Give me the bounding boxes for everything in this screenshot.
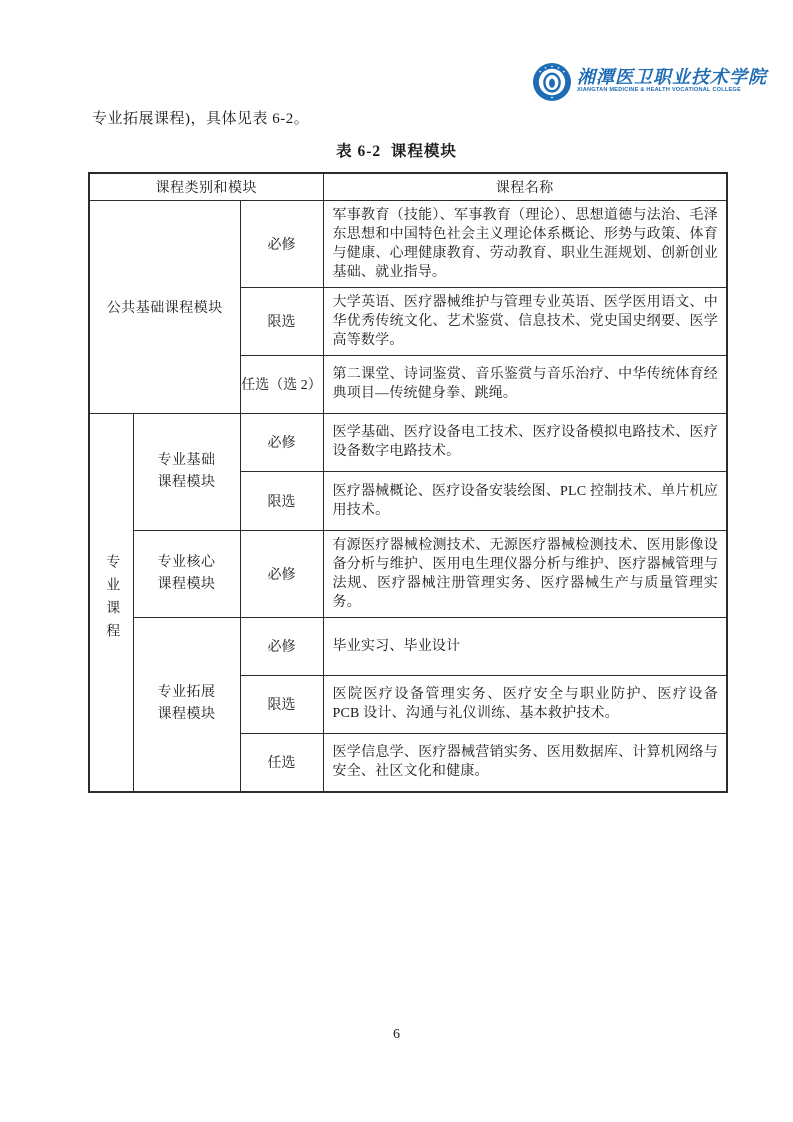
course-list: 毕业实习、毕业设计 bbox=[323, 617, 727, 675]
table-header-row bbox=[89, 173, 727, 200]
table-row bbox=[89, 413, 727, 471]
course-list: 医学信息学、医疗器械营销实务、医用数据库、计算机网络与安全、社区文化和健康。 bbox=[323, 733, 727, 792]
course-list: 医院医疗设备管理实务、医疗安全与职业防护、医疗设备 PCB 设计、沟通与礼仪训练、基本救护技术。 bbox=[323, 675, 727, 733]
course-module-table bbox=[88, 172, 728, 793]
course-type: 必修 bbox=[240, 617, 323, 675]
course-type: 必修 bbox=[240, 413, 323, 471]
college-logo-text bbox=[577, 67, 793, 98]
course-list: 有源医疗器械检测技术、无源医疗器械检测技术、医用影像设备分析与维护、医用电生理仪器分析与维护、医疗器械管理与法规、医疗器械注册管理实务、医疗器械生产与质量管理实务。 bbox=[323, 530, 727, 617]
module-professional-core: 专业核心课程模块 bbox=[133, 530, 240, 617]
professional-courses-vertical-label: 专业课程 bbox=[104, 553, 120, 646]
course-type: 必修 bbox=[240, 530, 323, 617]
college-seal-icon bbox=[532, 62, 572, 102]
table-row bbox=[89, 617, 727, 675]
course-list: 医疗器械概论、医疗设备安装绘图、PLC 控制技术、单片机应用技术。 bbox=[323, 471, 727, 530]
table-title: 表 6-2 课程模块 bbox=[336, 143, 457, 160]
course-type: 限选 bbox=[240, 471, 323, 530]
course-list: 医学基础、医疗设备电工技术、医疗设备模拟电路技术、医疗设备数字电路技术。 bbox=[323, 413, 727, 471]
college-name-en: XIANGTAN MEDICINE & HEALTH VOCATIONAL COLLEGE bbox=[577, 86, 741, 93]
course-type: 任选 bbox=[240, 733, 323, 792]
group-professional-courses bbox=[89, 413, 133, 792]
page-number: 6 bbox=[393, 1027, 400, 1042]
course-list: 大学英语、医疗器械维护与管理专业英语、医学医用语文、中华优秀传统文化、艺术鉴赏、信息技术、党史国史纲要、医学高等数学。 bbox=[323, 287, 727, 355]
module-professional-basic: 专业基础课程模块 bbox=[133, 413, 240, 530]
course-type: 任选（选 2） bbox=[240, 355, 323, 413]
intro-text: 专业拓展课程)，具体见表 6-2。 bbox=[92, 111, 310, 127]
college-name-zh: 湘潭医卫职业技术学院 bbox=[577, 66, 767, 87]
header-course-name: 课程名称 bbox=[323, 173, 727, 200]
college-logo bbox=[532, 62, 793, 102]
course-type: 限选 bbox=[240, 287, 323, 355]
course-type: 必修 bbox=[240, 200, 323, 287]
course-list: 第二课堂、诗词鉴赏、音乐鉴赏与音乐治疗、中华传统体育经典项目—传统健身拳、跳绳。 bbox=[323, 355, 727, 413]
course-type: 限选 bbox=[240, 675, 323, 733]
module-professional-expand: 专业拓展课程模块 bbox=[133, 617, 240, 792]
header-category-module: 课程类别和模块 bbox=[89, 173, 323, 200]
module-public-basic: 公共基础课程模块 bbox=[89, 200, 240, 413]
table-row bbox=[89, 530, 727, 617]
course-list: 军事教育（技能）、军事教育（理论）、思想道德与法治、毛泽东思想和中国特色社会主义理论体系概论、形势与政策、体育与健康、心理健康教育、劳动教育、职业生涯规划、创新创业基础、就业指导。 bbox=[323, 200, 727, 287]
table-row bbox=[89, 200, 727, 287]
